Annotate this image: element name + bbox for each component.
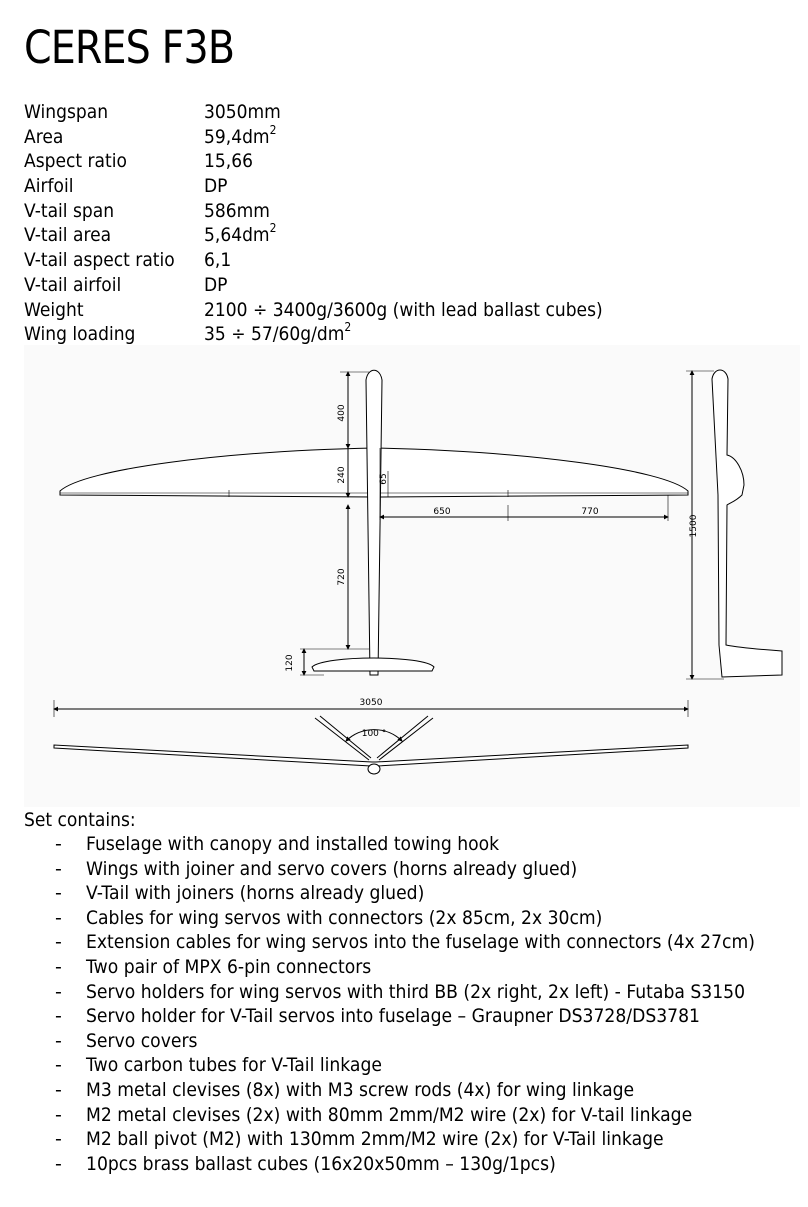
list-item-text: Fuselage with canopy and installed towing hook bbox=[86, 833, 500, 855]
set-contents-heading: Set contains: bbox=[24, 809, 136, 831]
list-item bbox=[24, 930, 804, 955]
spec-row bbox=[24, 100, 804, 125]
list-item-text: Extension cables for wing servos into the fuselage with connectors (4x 27cm) bbox=[86, 931, 755, 954]
dim-nose-label: 400 bbox=[337, 404, 347, 422]
dim-panel-outer-label: 770 bbox=[581, 507, 599, 517]
dim-span-label: 3050 bbox=[359, 698, 383, 708]
spec-row bbox=[24, 322, 804, 347]
list-item-text: M2 metal clevises (2x) with 80mm 2mm/M2 wire (2x) for V-tail linkage bbox=[86, 1103, 693, 1126]
list-item bbox=[24, 1152, 804, 1177]
spec-row bbox=[24, 248, 804, 273]
bullet-dash: - bbox=[55, 1054, 62, 1077]
page-title: CERES F3B bbox=[24, 21, 235, 74]
fuselage-front-view bbox=[368, 764, 380, 774]
spec-value-text: 15,66 bbox=[204, 150, 253, 173]
spec-row bbox=[24, 199, 804, 224]
spec-label: Aspect ratio bbox=[24, 150, 127, 173]
spec-value bbox=[204, 174, 227, 199]
spec-superscript: 2 bbox=[269, 122, 277, 137]
spec-label: V-tail area bbox=[24, 224, 112, 247]
spec-value bbox=[204, 273, 227, 298]
list-item bbox=[24, 1127, 804, 1152]
spec-value-text: 6,1 bbox=[204, 249, 232, 272]
bullet-dash: - bbox=[55, 980, 62, 1003]
spec-label: Weight bbox=[24, 298, 84, 321]
list-item-text: Servo covers bbox=[86, 1029, 198, 1052]
spec-label: V-tail span bbox=[24, 199, 115, 222]
spec-label: V-tail airfoil bbox=[24, 273, 122, 296]
list-item bbox=[24, 881, 804, 906]
spec-label: Wingspan bbox=[24, 101, 109, 123]
fuselage-side-view bbox=[712, 370, 782, 677]
set-contents-list bbox=[24, 832, 804, 1176]
bullet-dash: - bbox=[55, 1152, 62, 1175]
list-item-text: 10pcs brass ballast cubes (16x20x50mm – 130g/1pcs) bbox=[86, 1152, 556, 1175]
list-item bbox=[24, 1029, 804, 1054]
list-item bbox=[24, 1103, 804, 1128]
list-item-text: Servo holders for wing servos with third BB (2x right, 2x left) - Futaba S3150 bbox=[86, 980, 746, 1003]
list-item bbox=[24, 906, 804, 931]
bullet-dash: - bbox=[55, 1005, 62, 1028]
spec-value bbox=[204, 100, 281, 125]
dim-panel-inner-label: 650 bbox=[433, 507, 451, 517]
spec-value bbox=[204, 322, 351, 347]
spec-value-text: 35 ÷ 57/60g/dm bbox=[204, 323, 345, 346]
list-item-text: Two pair of MPX 6-pin connectors bbox=[86, 955, 372, 978]
list-item bbox=[24, 955, 804, 980]
list-item-text: Two carbon tubes for V-Tail linkage bbox=[86, 1054, 382, 1077]
spec-label: Airfoil bbox=[24, 175, 74, 198]
list-item bbox=[24, 1004, 804, 1029]
spec-row bbox=[24, 149, 804, 174]
vtail-top-view bbox=[312, 658, 434, 671]
three-view-svg bbox=[24, 345, 800, 807]
spec-value bbox=[204, 149, 253, 174]
spec-table bbox=[24, 100, 804, 347]
dim-tail-chord-label: 120 bbox=[285, 654, 295, 672]
spec-value-text: 3050mm bbox=[204, 101, 281, 123]
spec-value-text: DP bbox=[204, 175, 228, 198]
dim-tail-arm-label: 720 bbox=[337, 568, 347, 586]
list-item-text: Servo holder for V-Tail servos into fuselage – Graupner DS3728/DS3781 bbox=[86, 1005, 701, 1028]
fuselage-top-view bbox=[366, 370, 382, 675]
spec-value bbox=[204, 248, 231, 273]
bullet-dash: - bbox=[55, 931, 62, 954]
spec-value bbox=[204, 298, 603, 323]
three-view-drawing bbox=[24, 345, 800, 807]
spec-value-text: 2100 ÷ 3400g/3600g (with lead ballast cubes) bbox=[204, 298, 603, 321]
list-item bbox=[24, 832, 804, 857]
spec-value bbox=[204, 122, 277, 150]
list-item-text: Cables for wing servos with connectors (2x 85cm, 2x 30cm) bbox=[86, 906, 603, 929]
bullet-dash: - bbox=[55, 1128, 62, 1151]
spec-value-text: 5,64dm bbox=[204, 224, 270, 247]
bullet-dash: - bbox=[55, 833, 62, 855]
spec-row bbox=[24, 223, 804, 248]
bullet-dash: - bbox=[55, 1029, 62, 1052]
spec-label: Wing loading bbox=[24, 323, 136, 346]
spec-row bbox=[24, 174, 804, 199]
list-item-text: M2 ball pivot (M2) with 130mm 2mm/M2 wire (2x) for V-Tail linkage bbox=[86, 1128, 664, 1151]
spec-row bbox=[24, 273, 804, 298]
spec-value bbox=[204, 223, 276, 248]
bullet-dash: - bbox=[55, 1103, 62, 1126]
list-item bbox=[24, 1078, 804, 1103]
spec-value-text: 59,4dm bbox=[204, 125, 270, 148]
list-item bbox=[24, 1053, 804, 1078]
dim-chord-label: 240 bbox=[337, 466, 347, 484]
spec-value-text: 586mm bbox=[204, 199, 270, 222]
bullet-dash: - bbox=[55, 906, 62, 929]
spec-label: V-tail aspect ratio bbox=[24, 249, 175, 272]
spec-superscript: 2 bbox=[269, 221, 277, 236]
list-item bbox=[24, 857, 804, 882]
spec-label: Area bbox=[24, 125, 64, 148]
spec-value-text: DP bbox=[204, 273, 228, 296]
spec-row bbox=[24, 298, 804, 323]
bullet-dash: - bbox=[55, 1078, 62, 1101]
wing-front-view bbox=[54, 745, 688, 766]
list-item-text: V-Tail with joiners (horns already glued) bbox=[86, 882, 425, 905]
spec-row bbox=[24, 122, 804, 150]
bullet-dash: - bbox=[55, 955, 62, 978]
list-item-text: Wings with joiner and servo covers (horns already glued) bbox=[86, 857, 578, 880]
bullet-dash: - bbox=[55, 857, 62, 880]
dim-length-label: 1500 bbox=[689, 514, 699, 538]
list-item bbox=[24, 980, 804, 1005]
dim-offset-label: 65 bbox=[379, 473, 389, 485]
list-item-text: M3 metal clevises (8x) with M3 screw rods (4x) for wing linkage bbox=[86, 1078, 635, 1101]
spec-value bbox=[204, 199, 270, 224]
spec-superscript: 2 bbox=[344, 320, 352, 335]
bullet-dash: - bbox=[55, 882, 62, 905]
dim-vtail-angle-label: 100 ° bbox=[361, 729, 387, 739]
